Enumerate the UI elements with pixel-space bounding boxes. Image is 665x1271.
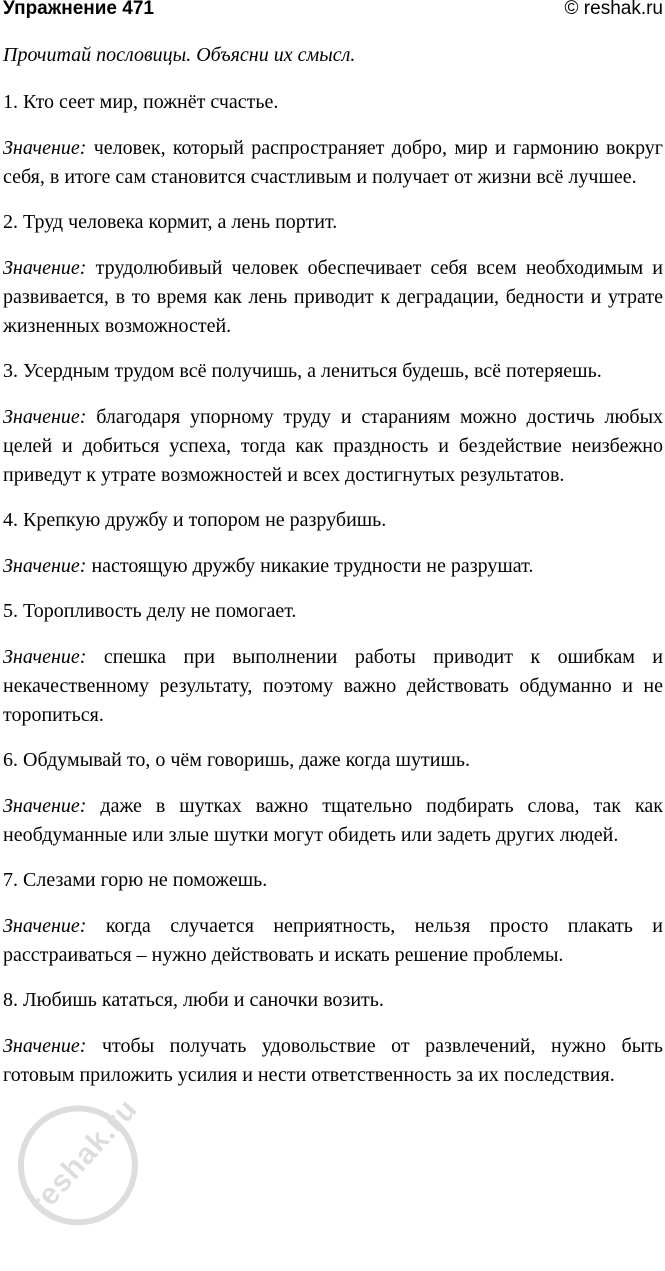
task-instruction: Прочитай пословицы. Объясни их смысл. (3, 44, 356, 66)
meaning-3 (3, 403, 663, 490)
meaning-text: спешка при выполнении работы приводит к ошибкам и некачественному результату, поэтому важно действовать обдуманно и не торопиться. (3, 646, 664, 726)
proverb-8: 8. Любишь кататься, люби и саночки возить. (3, 989, 384, 1011)
watermark-ring (0, 1081, 163, 1250)
meaning-label: Значение: (3, 646, 87, 668)
meaning-8 (3, 1032, 663, 1090)
meaning-text: настоящую дружбу никакие трудности не разрушат. (91, 555, 534, 577)
meaning-1 (3, 134, 663, 192)
proverb-4: 4. Крепкую дружбу и топором не разрубишь. (3, 509, 387, 531)
meaning-text: благодаря упорному труду и стараниям можно достичь любых целей и добиться успеха, тогда как праздность и бездействие неизбежно приведут к утрате возможностей и всех достигнутых результатов. (3, 406, 664, 486)
proverbs-list (3, 88, 663, 1106)
proverb-7: 7. Слезами горю не поможешь. (3, 869, 268, 891)
source-label: © reshak.ru (564, 0, 663, 19)
meaning-text: когда случается неприятность, нельзя просто плакать и расстраиваться – нужно действовать и искать решение проблемы. (3, 915, 664, 966)
meaning-label: Значение: (3, 257, 87, 279)
meaning-text: трудолюбивый человек обеспечивает себя всем необходимым и развивается, в то время как лень приводит к деградации, бедности и утрате жизненных возможностей. (3, 257, 664, 337)
meaning-text: даже в шутках важно тщательно подбирать слова, так как необдуманные или злые шутки могут обидеть или задеть других людей. (3, 795, 664, 846)
watermark-text: reshak.ru (23, 1092, 145, 1222)
meaning-4 (3, 552, 663, 581)
meaning-label: Значение: (3, 915, 87, 937)
meaning-label: Значение: (3, 406, 87, 428)
meaning-label: Значение: (3, 555, 87, 577)
proverb-6: 6. Обдумывай то, о чём говоришь, даже когда шутишь. (3, 749, 471, 771)
meaning-label: Значение: (3, 137, 87, 159)
exercise-title: Упражнение 471 (3, 0, 154, 19)
meaning-5 (3, 643, 663, 730)
meaning-label: Значение: (3, 1035, 87, 1057)
proverb-1: 1. Кто сеет мир, пожнёт счастье. (3, 91, 279, 113)
meaning-7 (3, 912, 663, 970)
meaning-text: чтобы получать удовольствие от развлечений, нужно быть готовым приложить усилия и нести ответственность за их последствия. (3, 1035, 664, 1086)
meaning-label: Значение: (3, 795, 87, 817)
meaning-2 (3, 254, 663, 341)
meaning-6 (3, 792, 663, 850)
proverb-3: 3. Усердным трудом всё получишь, а лениться будешь, всё потеряешь. (3, 360, 602, 382)
page-header (3, 0, 663, 24)
meaning-text: человек, который распространяет добро, мир и гармонию вокруг себя, в итоге сам становится счастливым и получает от жизни всё лучшее. (3, 137, 664, 188)
proverb-2: 2. Труд человека кормит, а лень портит. (3, 211, 338, 233)
proverb-5: 5. Торопливость делу не помогает. (3, 600, 297, 622)
